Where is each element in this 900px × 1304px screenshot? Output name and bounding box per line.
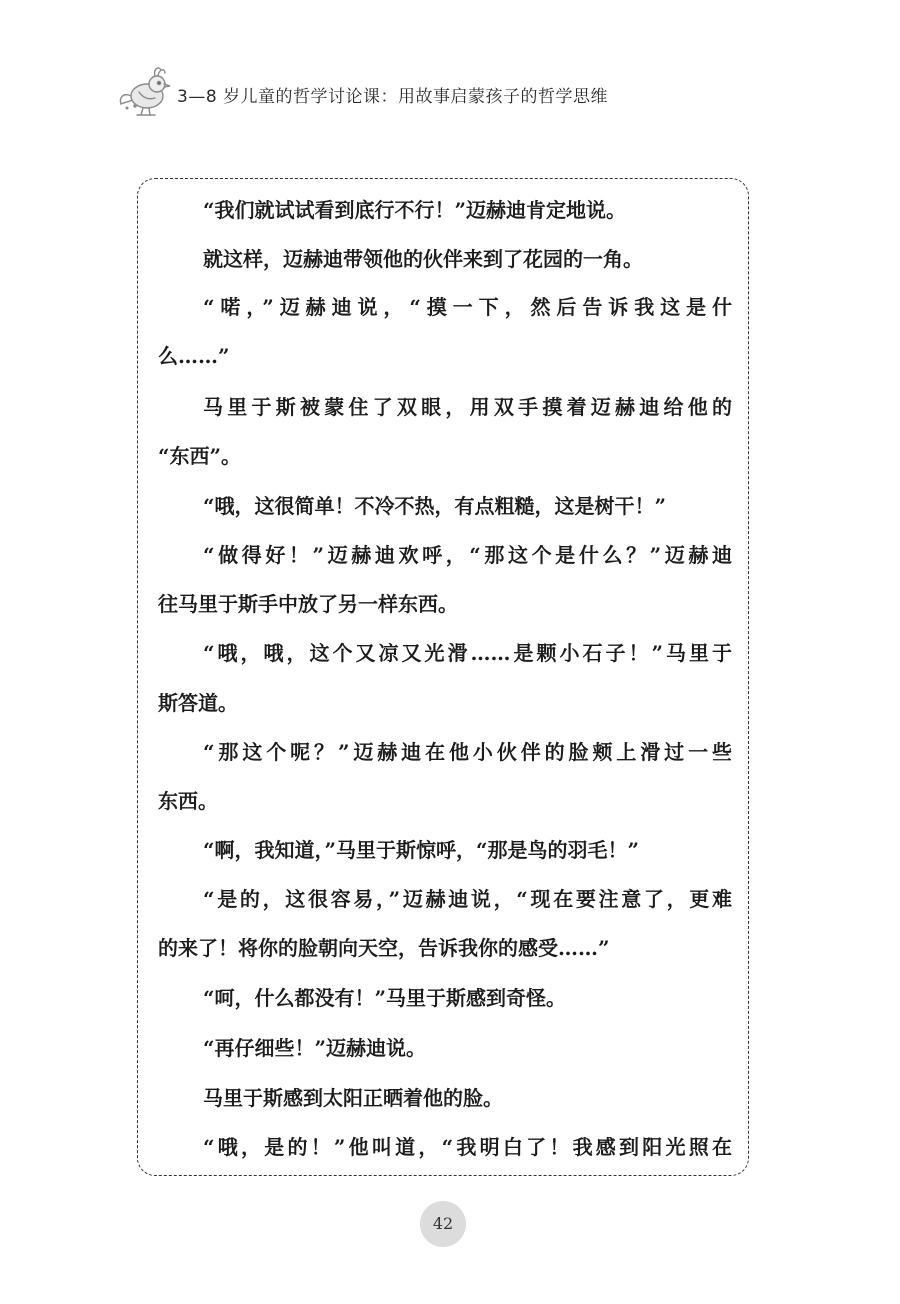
text-line: 就这样，迈赫迪带领他的伙伴来到了花园的一角。: [203, 247, 643, 271]
text-line: “东西”。: [158, 444, 242, 468]
text-line: “呵，什么都没有！”马里于斯感到奇怪。: [203, 986, 567, 1010]
dashed-text-frame: [137, 178, 749, 1176]
text-line: “是的，这很容易，”迈赫迪说，“现在要注意了，更难: [203, 887, 732, 911]
running-header: [115, 62, 715, 118]
text-line: 马里于斯被蒙住了双眼，用双手摸着迈赫迪给他的: [203, 395, 732, 419]
text-line: “我们就试试看到底行不行！”迈赫迪肯定地说。: [203, 198, 627, 222]
text-line: “再仔细些！”迈赫迪说。: [203, 1036, 427, 1060]
text-line: “啊，我知道，”马里于斯惊呼，“那是鸟的羽毛！”: [203, 838, 640, 862]
text-line: 马里于斯感到太阳正晒着他的脸。: [203, 1086, 503, 1110]
text-line: 么……”: [158, 344, 230, 368]
text-line: “哦，这很简单！不冷不热，有点粗糙，这是树干！”: [203, 494, 667, 518]
text-line: 的来了！将你的脸朝向天空，告诉我你的感受……”: [158, 936, 610, 960]
text-line: “做得好！”迈赫迪欢呼，“那这个是什么？”迈赫迪: [203, 543, 732, 567]
page-number: 42: [420, 1201, 466, 1247]
text-line: “喏，”迈赫迪说，“摸一下，然后告诉我这是什: [203, 295, 732, 319]
text-line: “哦，是的！”他叫道，“我明白了！我感到阳光照在: [203, 1135, 732, 1159]
text-line: 往马里于斯手中放了另一样东西。: [158, 592, 458, 616]
text-line: “那这个呢？”迈赫迪在他小伙伴的脸颊上滑过一些: [203, 740, 732, 764]
book-title: 3—8 岁儿童的哲学讨论课：用故事启蒙孩子的哲学思维: [177, 87, 609, 107]
bird-logo-icon: [115, 62, 177, 118]
text-line: 斯答道。: [158, 691, 238, 715]
text-line: 东西。: [158, 789, 218, 813]
text-line: “哦，哦，这个又凉又光滑……是颗小石子！”马里于: [203, 641, 732, 665]
